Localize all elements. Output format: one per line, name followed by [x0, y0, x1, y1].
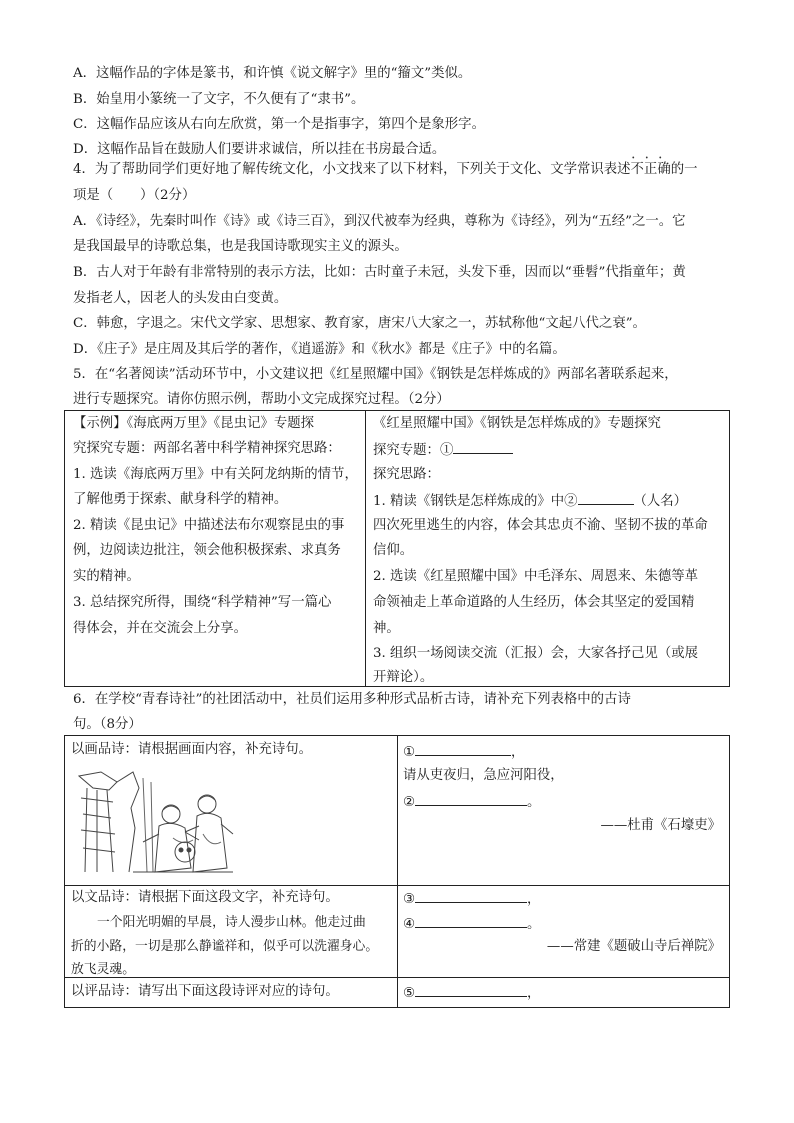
- q4-stem-tail: 的一: [670, 162, 698, 177]
- q6-blank-3-label: ③: [403, 892, 416, 907]
- q5-example-line: 实的精神。: [73, 569, 140, 584]
- q5-table: [64, 410, 730, 687]
- q6-blank-4-punct: 。: [527, 917, 541, 932]
- q5-item1-suffix: （人名）: [633, 494, 688, 509]
- q3-option-d: D．这幅作品旨在鼓励人们要讲求诚信，所以挂在书房最合适。: [73, 142, 446, 157]
- q5-example-line: 了解他勇于探索、献身科学的精神。: [73, 492, 288, 507]
- q5-example-line: 1. 选读《海底两万里》中有关阿龙纳斯的情节，: [73, 467, 358, 482]
- q6-row3-right: [398, 978, 730, 1008]
- q4-option-b-line2: 发指老人，因老人的头发由白变黄。: [73, 291, 288, 306]
- q4-stem-line1: [73, 160, 733, 180]
- q4-option-a-line2: 是我国最早的诗歌总集，也是我国诗歌现实主义的源头。: [73, 239, 408, 254]
- q5-item1-row: [373, 490, 687, 512]
- poem-illustration-image: [73, 768, 243, 878]
- q6-blank-1-row: [403, 741, 524, 763]
- q5-item2-line1: 2. 选读《红星照耀中国》中毛泽东、周恩来、朱德等革: [373, 569, 699, 584]
- q3-option-c: C．这幅作品应该从右向左欣赏，第一个是指事字，第四个是象形字。: [73, 117, 485, 132]
- q6-row2-source: ——常建《题破山寺后禅院》: [546, 939, 721, 954]
- q5-answer-cell: [366, 411, 730, 687]
- q5-example-line: 2. 精读《昆虫记》中描述法布尔观察昆虫的事: [73, 518, 345, 533]
- q5-path-label: 探究思路：: [373, 467, 440, 482]
- q6-row1-middle-line: 请从吏夜归，急应河阳役，: [403, 768, 564, 783]
- q6-blank-2[interactable]: [415, 791, 527, 806]
- q5-blank-1[interactable]: [453, 439, 513, 454]
- q6-blank-4[interactable]: [415, 913, 527, 928]
- q6-stem-line2: 句。（8分）: [73, 717, 142, 732]
- q5-item2-line3: 神。: [373, 621, 400, 636]
- q6-blank-5[interactable]: [415, 982, 527, 997]
- q6-row1-right: [398, 736, 730, 886]
- q6-row2-left: [65, 886, 398, 978]
- q6-row1-source: ——杜甫《石壕吏》: [600, 818, 721, 833]
- q5-item3-line1: 3. 组织一场阅读交流（汇报）会，大家各抒己见（或展: [373, 646, 699, 661]
- q6-blank-3-row: [403, 888, 540, 910]
- q5-topic-label: 探究专题：①: [373, 443, 454, 458]
- q5-stem-line1: 5．在“名著阅读”活动环节中，小文建议把《红星照耀中国》《钢铁是怎样炼成的》两部名著联系起来，: [73, 367, 678, 382]
- q6-table: [64, 735, 730, 1008]
- q6-blank-5-punct: ，: [527, 986, 541, 1001]
- q6-blank-2-label: ②: [403, 795, 416, 810]
- q5-example-line: 3. 总结探究所得，围绕“科学精神”写一篇心: [73, 595, 332, 610]
- q4-emphasis: 不正确 • • •: [631, 160, 671, 180]
- q5-answer-title: 《红星照耀中国》《钢铁是怎样炼成的》专题探究: [373, 416, 661, 431]
- q6-blank-5-label: ⑤: [403, 986, 416, 1001]
- q6-blank-4-label: ④: [403, 917, 416, 932]
- q5-example-line: 得体会，并在交流会上分享。: [73, 621, 248, 636]
- q6-blank-4-row: [403, 913, 540, 935]
- q4-option-b-line1: B．古人对于年龄有非常特别的表示方法，比如：古时童子未冠，头发下垂，因而以“垂髫”代指童年；黄: [73, 265, 686, 280]
- q5-item1-line3: 信仰。: [373, 543, 414, 558]
- q5-blank-2[interactable]: [578, 490, 634, 505]
- q6-row2-title: 以文品诗：请根据下面这段文字，补充诗句。: [71, 890, 339, 905]
- q6-blank-2-punct: 。: [527, 795, 541, 810]
- q6-blank-2-row: [403, 791, 540, 813]
- q3-option-a: A．这幅作品的字体是篆书，和许慎《说文解字》里的“籀文”类似。: [73, 66, 472, 81]
- q6-blank-3[interactable]: [415, 888, 527, 903]
- q6-blank-3-punct: ，: [527, 892, 541, 907]
- q5-example-cell: [65, 411, 366, 687]
- q4-stem-text: 4．为了帮助同学们更好地了解传统文化，小文找来了以下材料，下列关于文化、文学常识表述: [73, 162, 631, 177]
- q5-topic-row: [373, 439, 513, 461]
- q4-option-a-line1: A．《诗经》，先秦时叫作《诗》或《诗三百》，到汉代被奉为经典，尊称为《诗经》，列为“五经”之一。它: [73, 214, 686, 229]
- q6-blank-5-row: [403, 982, 540, 1004]
- q5-example-line: 【示例】《海底两万里》《昆虫记》专题探: [73, 416, 315, 431]
- q4-option-c: C．韩愈，字退之。宋代文学家、思想家、教育家，唐宋八大家之一，苏轼称他“文起八代之衰”。: [73, 316, 646, 331]
- q3-option-b: B．始皇用小篆统一了文字，不久便有了“隶书”。: [73, 92, 365, 107]
- q6-blank-1[interactable]: [415, 741, 511, 756]
- q6-row3-title: 以评品诗：请写出下面这段诗评对应的诗句。: [71, 984, 339, 999]
- q5-example-line: 例，边阅读边批注，领会他积极探索、求真务: [73, 543, 341, 558]
- q6-row2-right: [398, 886, 730, 978]
- q6-row1-title: 以画品诗：请根据画面内容，补充诗句。: [71, 742, 313, 757]
- q5-stem-line2: 进行专题探究。请你仿照示例，帮助小文完成探究过程。（2分）: [73, 392, 450, 407]
- q5-item3-line2: 开辩论）。: [373, 670, 434, 685]
- q5-item1-line2: 四次死里逃生的内容，体会其忠贞不渝、坚韧不拔的革命: [373, 518, 708, 533]
- q4-option-d: D．《庄子》是庄周及其后学的著作，《逍遥游》和《秋水》都是《庄子》中的名篇。: [73, 342, 566, 357]
- q6-row3-left: [65, 978, 398, 1008]
- q5-example-line: 究探究专题：两部名著中科学精神探究思路：: [73, 441, 341, 456]
- q4-stem-line2: 项是（ ）（2分）: [73, 188, 196, 203]
- q6-row2-passage-line: 一个阳光明媚的早晨，诗人漫步山林。他走过曲: [97, 915, 366, 930]
- q5-item2-line2: 命领袖走上革命道路的人生经历，体会其坚定的爱国精: [373, 595, 695, 610]
- q5-item1-text: 1. 精读《钢铁是怎样炼成的》中②: [373, 494, 578, 509]
- q6-blank-1-label: ①: [403, 745, 416, 760]
- q6-row1-left: [65, 736, 398, 886]
- q6-stem-line1: 6．在学校“青春诗社”的社团活动中，社员们运用多种形式品析古诗，请补充下列表格中的古诗: [73, 692, 631, 707]
- q6-row2-passage-line: 放飞灵魂。: [71, 962, 135, 977]
- q6-blank-1-punct: ，: [511, 745, 525, 760]
- q6-row2-passage-line: 折的小路，一切是那么静谧祥和，似乎可以洗濯身心。: [71, 939, 379, 954]
